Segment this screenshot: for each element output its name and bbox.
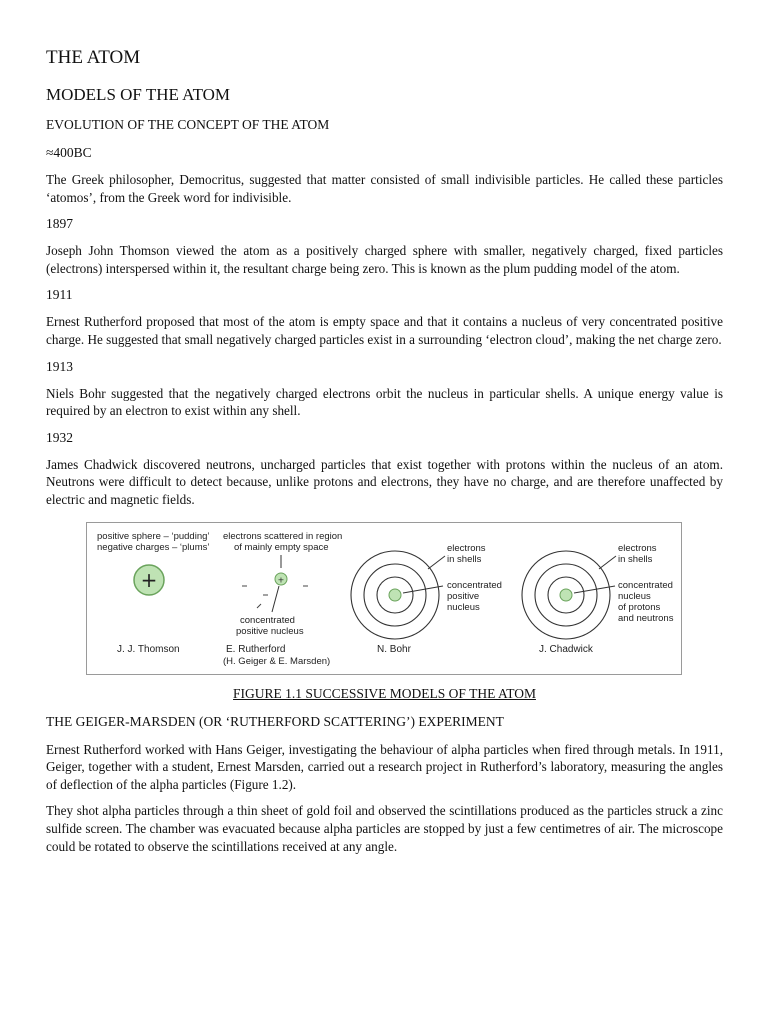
rutherford-name: E. Rutherford [226, 643, 286, 655]
pointer-line [599, 556, 616, 569]
chadwick-nucleus-label: nucleus [618, 590, 651, 602]
electron-icon [257, 604, 261, 608]
year-heading: 1913 [46, 358, 73, 374]
year-heading: 1911 [46, 287, 73, 303]
rutherford-nucleus-label: concentrated [240, 614, 295, 626]
bohr-nucleus-label: concentrated [447, 579, 502, 591]
atom-models-diagram [87, 523, 681, 673]
nucleus-icon [389, 589, 401, 601]
positive-sign: + [140, 567, 158, 592]
paragraph: The Greek philosopher, Democritus, suggested that matter consisted of small indivisible particles. He called these particles ‘atomos’, from the Greek word for indivisible. [46, 172, 723, 205]
section-heading: EVOLUTION OF THE CONCEPT OF THE ATOM [46, 117, 330, 132]
nucleus-sign: + [277, 575, 285, 585]
nucleus-icon [560, 589, 572, 601]
thomson-name: J. J. Thomson [117, 643, 180, 655]
bohr-electron-label: in shells [447, 553, 482, 565]
rutherford-label: of mainly empty space [234, 541, 329, 553]
paragraph: Ernest Rutherford proposed that most of the atom is empty space and that it contains a nucleus of very concentrated positive charge. He suggested that small negatively charged particles exist in a surrounding ‘electron cloud’, making the net charge zero. [46, 314, 723, 347]
chadwick-nucleus-label: concentrated [618, 579, 673, 591]
year-heading: 1897 [46, 216, 73, 232]
paragraph: They shot alpha particles through a thin sheet of gold foil and observed the scintillations produced as the particles struck a zinc sulfide screen. The chamber was evacuated because alpha particles are stopped by just a few centimetres of air. The microscope could be rotated to observe the scintillations received at any angle. [46, 803, 723, 854]
chadwick-nucleus-label: and neutrons [618, 612, 674, 624]
bohr-name: N. Bohr [377, 643, 411, 655]
chadwick-name: J. Chadwick [539, 643, 593, 655]
atom-models-figure [86, 522, 682, 675]
pointer-line [574, 586, 615, 593]
rutherford-nucleus-label: positive nucleus [236, 625, 304, 637]
document-subtitle: MODELS OF THE ATOM [46, 85, 231, 104]
bohr-nucleus-label: positive [447, 590, 480, 602]
document-page [46, 46, 723, 864]
bohr-electron-label: electrons [447, 542, 486, 554]
pointer-line [428, 556, 445, 569]
document-title: THE ATOM [46, 47, 141, 68]
thomson-label: positive sphere – ‘pudding’ [97, 530, 210, 542]
paragraph: Niels Bohr suggested that the negatively charged electrons orbit the nucleus in particular shells. A unique energy value is required by an electron to exist within any shell. [46, 385, 723, 419]
rutherford-label: electrons scattered in region [223, 530, 343, 542]
thomson-label: negative charges – ‘plums’ [97, 541, 210, 553]
paragraph: James Chadwick discovered neutrons, uncharged particles that exist together with protons within the nucleus of an atom. Neutrons were difficult to detect because, unlike protons and electrons, they have no charge, and are therefore unaffected by electric and magnetic fields. [46, 456, 723, 507]
year-heading: 1932 [46, 429, 73, 445]
figure-caption: FIGURE 1.1 SUCCESSIVE MODELS OF THE ATOM [233, 685, 536, 701]
pointer-line [403, 586, 443, 593]
chadwick-nucleus-label: of protons [618, 601, 661, 613]
bohr-nucleus-label: nucleus [447, 601, 480, 613]
year-heading: ≈400BC [46, 145, 92, 160]
paragraph: Ernest Rutherford worked with Hans Geiger, investigating the behaviour of alpha particles when fired through metals. In 1911, Geiger, together with a student, Ernest Marsden, carried out a research project in Rutherford’s laboratory, measuring the angles of deflection of the alpha particles (Figure 1.2). [46, 741, 723, 792]
chadwick-electron-label: in shells [618, 553, 653, 565]
chadwick-electron-label: electrons [618, 542, 657, 554]
pointer-line [272, 586, 279, 612]
paragraph: Joseph John Thomson viewed the atom as a positively charged sphere with smaller, negatively charged, fixed particles (electrons) interspersed within it, the resultant charge being zero. This is known as the plum pudding model of the atom. [46, 243, 723, 276]
rutherford-credit: (H. Geiger & E. Marsden) [223, 655, 331, 667]
section-heading: THE GEIGER-MARSDEN (OR ‘RUTHERFORD SCATTERING’) EXPERIMENT [46, 713, 504, 729]
